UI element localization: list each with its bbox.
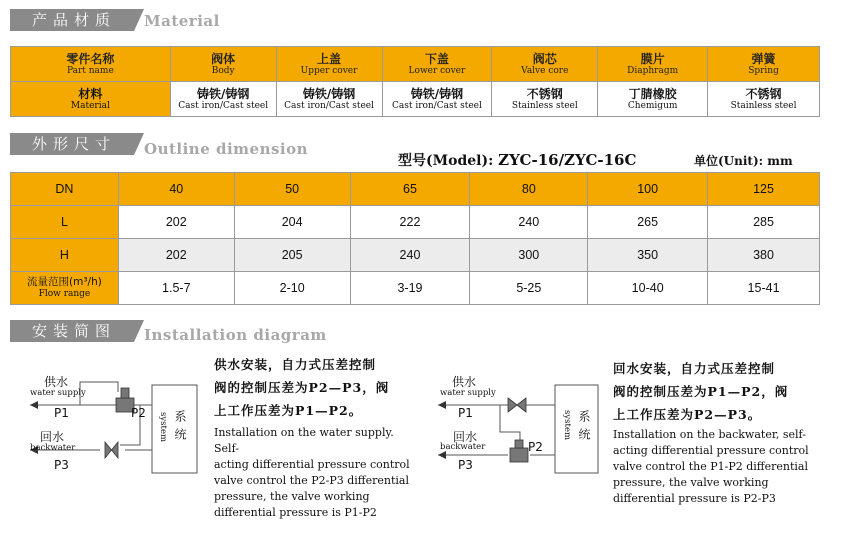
- dn-row: [11, 173, 820, 206]
- table-cell: 265: [588, 206, 708, 239]
- table-cell: 不锈钢 Stainless steel: [708, 82, 820, 117]
- install-section-title: Installation diagram: [144, 326, 327, 344]
- desc-right-en: Installation on the backwater, self- acting differential pressure control valve control the P1-P2 differential pressure, the valve working differential pressure is P2-P3: [613, 428, 809, 505]
- material-section-tab: 产品材质: [10, 9, 134, 31]
- left-p1: P1: [54, 406, 69, 420]
- right-system-en: system: [562, 410, 572, 441]
- desc-right-cn: 回水安装，自力式压差控制 阀的控制压差为P1—P2，阀 上工作压差为P2—P3。: [613, 361, 789, 422]
- left-return-en: backwater: [30, 443, 76, 453]
- table-cell: 202: [118, 239, 234, 272]
- right-return-cn: 回水: [453, 430, 478, 444]
- table-cell: 240: [350, 239, 470, 272]
- model-value: ZYC-16/ZYC-16C: [498, 151, 637, 169]
- left-p3: P3: [54, 458, 69, 472]
- right-system-cn: 系统: [577, 410, 591, 446]
- table-cell: 204: [234, 206, 350, 239]
- gate-valve-icon: [105, 442, 118, 458]
- table-cell: 202: [118, 206, 234, 239]
- table-cell: 222: [350, 206, 470, 239]
- table-cell: 不锈钢 Stainless steel: [492, 82, 598, 117]
- h-row: [11, 239, 820, 272]
- table-cell: 2-10: [234, 272, 350, 305]
- table-cell: 铸铁/铸钢 Cast iron/Cast steel: [382, 82, 492, 117]
- row-label-cell: 流量范围(m³/h) Flow range: [11, 272, 119, 305]
- header-cell: 零件名称 Part name: [11, 47, 171, 82]
- unit-prefix: 单位(Unit):: [694, 154, 764, 168]
- flow-row: [11, 272, 820, 305]
- table-cell: 350: [588, 239, 708, 272]
- table-cell: 15-41: [708, 272, 820, 305]
- table-cell: 5-25: [470, 272, 588, 305]
- table-cell: 285: [708, 206, 820, 239]
- table-cell: 100: [588, 173, 708, 206]
- table-cell: 3-19: [350, 272, 470, 305]
- model-prefix: 型号(Model):: [398, 153, 494, 169]
- l-row: [11, 206, 820, 239]
- table-cell: 380: [708, 239, 820, 272]
- table-cell: 80: [470, 173, 588, 206]
- left-supply-cn: 供水: [44, 375, 69, 389]
- table-cell: 铸铁/铸钢 Cast iron/Cast steel: [276, 82, 382, 117]
- header-cell: 上盖 Upper cover: [276, 47, 382, 82]
- desc-left-en: Installation on the water supply. Self- acting differential pressure control valve control the P2-P3 differential pressure, the valve working differential pressure is P1-P2: [214, 426, 410, 519]
- left-system-en: system: [158, 412, 168, 443]
- right-supply-en: water supply: [440, 388, 496, 398]
- dimension-table: [10, 172, 820, 305]
- row-label-cell: H: [11, 239, 119, 272]
- table-cell: 50: [234, 173, 350, 206]
- table-cell: 铸铁/铸钢 Cast iron/Cast steel: [170, 82, 276, 117]
- header-cell: 阀体 Body: [170, 47, 276, 82]
- unit-value: mm: [767, 154, 793, 168]
- table-cell: 丁腈橡胶 Chemigum: [598, 82, 708, 117]
- table-cell: 40: [118, 173, 234, 206]
- unit-line: [694, 152, 793, 169]
- header-cell: 下盖 Lower cover: [382, 47, 492, 82]
- table-cell: 65: [350, 173, 470, 206]
- right-p3: P3: [458, 458, 473, 472]
- valve-body-icon: [510, 448, 528, 462]
- outline-section-tab: 外形尺寸: [10, 133, 134, 155]
- model-line: [398, 150, 636, 170]
- right-p1: P1: [458, 406, 473, 420]
- table-cell: 205: [234, 239, 350, 272]
- table-cell: 1.5-7: [118, 272, 234, 305]
- material-table: [10, 46, 820, 117]
- table-cell: 240: [470, 206, 588, 239]
- left-return-cn: 回水: [40, 430, 65, 444]
- right-supply-cn: 供水: [452, 375, 477, 389]
- install-section-tab: 安装简图: [10, 320, 134, 342]
- row-label-cell: L: [11, 206, 119, 239]
- material-header-row: [11, 47, 820, 82]
- left-system-cn: 系统: [173, 410, 187, 446]
- table-cell: 125: [708, 173, 820, 206]
- header-cell: 膜片 Diaphragm: [598, 47, 708, 82]
- table-cell: 300: [470, 239, 588, 272]
- outline-section-title: Outline dimension: [144, 140, 309, 158]
- header-cell: 阀芯 Valve core: [492, 47, 598, 82]
- table-cell: 10-40: [588, 272, 708, 305]
- header-cell: 弹簧 Spring: [708, 47, 820, 82]
- left-supply-en: water supply: [30, 388, 86, 398]
- row-label-cell: 材料 Material: [11, 82, 171, 117]
- right-p2: P2: [528, 440, 543, 454]
- desc-left-cn: 供水安装，自力式压差控制 阀的控制压差为P2—P3，阀 上工作压差为P1—P2。: [214, 357, 390, 418]
- right-return-en: backwater: [440, 442, 486, 452]
- row-label-cell: DN: [11, 173, 119, 206]
- left-p2: P2: [131, 406, 146, 420]
- gate-valve-icon: [508, 398, 526, 412]
- material-section-title: Material: [144, 12, 220, 30]
- material-row: [11, 82, 820, 117]
